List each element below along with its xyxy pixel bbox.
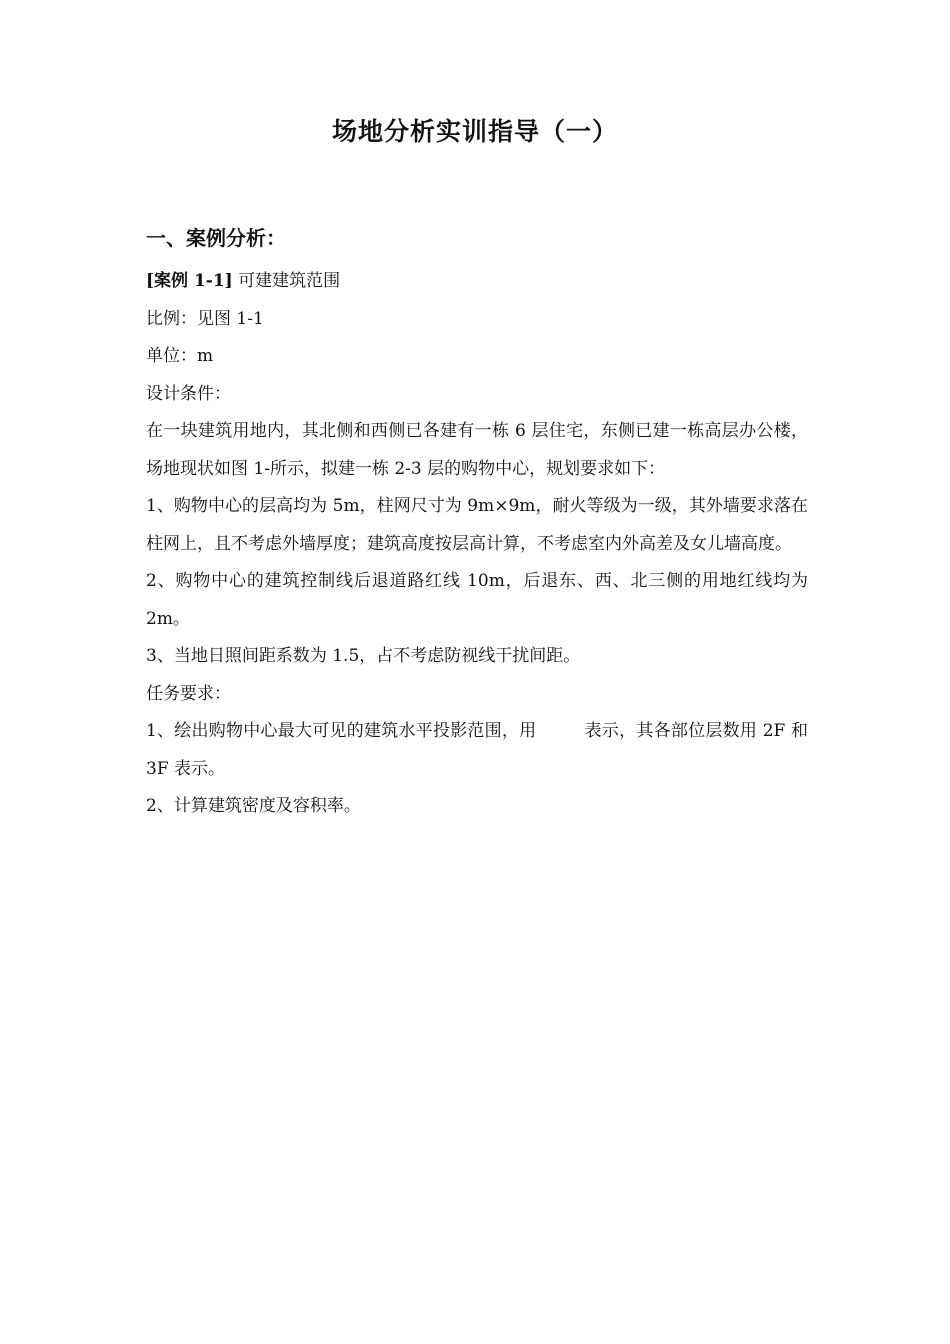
task-item — [146, 713, 808, 788]
document-title: 场地分析实训指导（一） — [331, 117, 618, 146]
conditions-intro: 在一块建筑用地内，其北侧和西侧已各建有一栋 6 层住宅，东侧已建一栋高层办公楼，场地现状如图 1-所示，拟建一栋 2-3 层的购物中心，规划要求如下： — [146, 421, 808, 479]
unit-line: 单位：m — [146, 346, 214, 366]
tasks-heading: 任务要求： — [146, 683, 231, 704]
case-line — [146, 263, 808, 301]
condition-item: 3、当地日照间距系数为 1.5，占不考虑防视线干扰间距。 — [146, 646, 581, 666]
case-tag: [案例 1-1] — [146, 271, 233, 291]
task-1-after: 表示，其各部位层数用 2F 和 3F 表示。 — [146, 721, 808, 779]
condition-item: 1、购物中心的层高均为 5m，柱网尺寸为 9m×9m，耐火等级为一级，其外墙要求落在柱网上，且不考虑外墙厚度；建筑高度按层高计算，不考虑室内外高差及女儿墙高度。 — [146, 496, 808, 554]
task-1-before: 1、绘出购物中心最大可见的建筑水平投影范围，用 — [146, 721, 537, 741]
case-name: 可建建筑范围 — [238, 271, 341, 291]
condition-item: 2、购物中心的建筑控制线后退道路红线 10m，后退东、西、北三侧的用地红线均为 2m。 — [146, 571, 808, 629]
scale-line: 比例：见图 1-1 — [146, 308, 264, 329]
conditions-heading: 设计条件： — [146, 383, 231, 404]
section-heading: 一、案例分析： — [146, 226, 286, 250]
document-body — [146, 263, 808, 826]
task-item: 2、计算建筑密度及容积率。 — [146, 796, 361, 816]
